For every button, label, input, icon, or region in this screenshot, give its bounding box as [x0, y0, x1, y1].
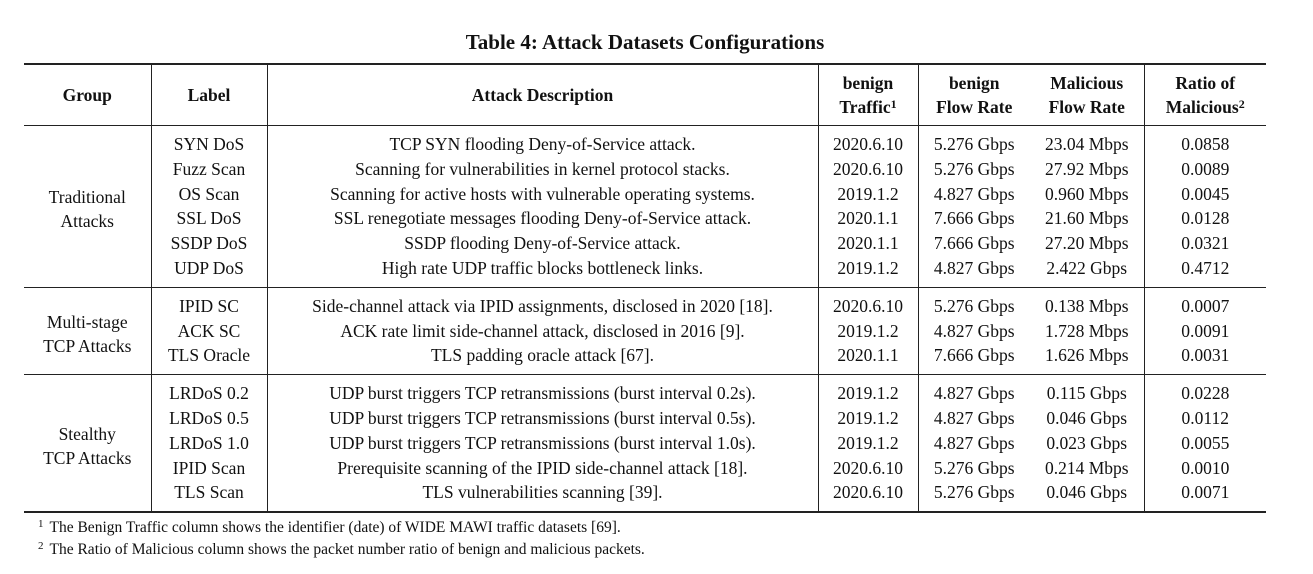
cell-ratio: 0.0858	[1181, 134, 1230, 154]
cell-ratio: 0.0071	[1144, 480, 1266, 512]
table-caption: Table 4: Attack Datasets Configurations	[465, 30, 825, 54]
cell-benign-traffic: 2020.6.10	[818, 456, 918, 481]
header-malicious-flow-rate: Malicious Flow Rate	[1030, 64, 1144, 126]
table-row	[24, 431, 1266, 456]
cell-benign-traffic: 2020.6.10	[818, 287, 918, 318]
cell-benign-flow-rate: 4.827 Gbps	[918, 256, 1030, 287]
cell-benign-flow-rate: 5.276 Gbps	[918, 480, 1030, 512]
header-benign-flow-rate: benign Flow Rate	[918, 64, 1030, 126]
cell-label: SYN DoS	[151, 126, 267, 157]
cell-malicious-flow-rate: 1.728 Mbps	[1030, 319, 1144, 344]
cell-ratio: 0.0321	[1181, 233, 1230, 254]
cell-malicious-flow-rate: 0.046 Gbps	[1030, 406, 1144, 431]
cell-benign-flow-rate: 4.827 Gbps	[933, 183, 1015, 204]
cell-description: TLS padding oracle attack [67].	[267, 343, 818, 374]
header-row	[24, 64, 1266, 126]
cell-description: TCP SYN flooding Deny-of-Service attack.	[267, 126, 818, 157]
cell-label: IPID Scan	[151, 456, 267, 481]
cell-benign-flow-rate: 7.666 Gbps	[918, 343, 1030, 374]
cell-ratio: 0.0031	[1144, 343, 1266, 374]
table-row	[24, 157, 1266, 182]
cell-benign-flow-rate: 5.276 Gbps	[933, 158, 1015, 179]
cell-malicious-flow-rate: 0.046 Gbps	[1030, 480, 1144, 512]
cell-description: UDP burst triggers TCP retransmissions (burst interval 1.0s).	[267, 431, 818, 456]
footnote-2: $^2$ The Ratio of Malicious column shows the packet number ratio of benign and malicious packets.	[38, 540, 645, 558]
cell-malicious-flow-rate: 0.023 Gbps	[1030, 431, 1144, 456]
cell-description: Scanning for active hosts with vulnerable operating systems.	[267, 182, 818, 207]
cell-description: Side-channel attack via IPID assignments, disclosed in 2020 [18].	[267, 287, 818, 318]
cell-label: LRDoS 0.2	[151, 375, 267, 406]
cell-benign-flow-rate: 4.827 Gbps	[933, 320, 1015, 341]
cell-ratio: 0.4712	[1144, 256, 1266, 287]
table-row	[24, 375, 1266, 406]
cell-malicious-flow-rate: 21.60 Mbps	[1030, 206, 1144, 231]
table-row	[24, 126, 1266, 157]
cell-label: LRDoS 1.0	[151, 431, 267, 456]
cell-ratio: 0.0091	[1181, 320, 1230, 341]
cell-ratio: 0.0228	[1181, 383, 1230, 404]
table-row	[24, 206, 1266, 231]
table-row	[24, 231, 1266, 256]
cell-benign-flow-rate: 4.827 Gbps	[933, 383, 1015, 404]
cell-malicious-flow-rate: 0.960 Mbps	[1030, 182, 1144, 207]
cell-malicious-flow-rate: 27.92 Mbps	[1030, 157, 1144, 182]
cell-benign-flow-rate: 4.827 Gbps	[933, 407, 1015, 428]
cell-benign-traffic: 2020.6.10	[818, 126, 918, 157]
cell-benign-flow-rate: 4.827 Gbps	[933, 432, 1015, 453]
cell-label: SSL DoS	[151, 206, 267, 231]
cell-description: Prerequisite scanning of the IPID side-channel attack [18].	[267, 456, 818, 481]
cell-benign-traffic: 2020.1.1	[818, 206, 918, 231]
cell-ratio: 0.0007	[1181, 295, 1230, 316]
header-ratio-of-malicious: Ratio of Malicious$^2$	[1144, 64, 1266, 126]
cell-label: IPID SC	[151, 287, 267, 318]
cell-label: TLS Oracle	[151, 343, 267, 374]
cell-description: TLS vulnerabilities scanning [39].	[267, 480, 818, 512]
cell-label: UDP DoS	[151, 256, 267, 287]
group-name-cell: Multi-stage TCP Attacks	[24, 287, 151, 374]
group-name-cell: Traditional Attacks	[24, 126, 151, 288]
cell-label: SSDP DoS	[151, 231, 267, 256]
cell-benign-traffic: 2019.1.2	[818, 375, 918, 406]
cell-description: ACK rate limit side-channel attack, disclosed in 2016 [9].	[267, 319, 818, 344]
attack-datasets-table	[24, 63, 1266, 513]
table-row	[24, 256, 1266, 287]
cell-benign-traffic: 2020.6.10	[818, 157, 918, 182]
cell-benign-traffic: 2019.1.2	[818, 406, 918, 431]
header-group: Group	[24, 64, 151, 126]
cell-label: LRDoS 0.5	[151, 406, 267, 431]
cell-description: High rate UDP traffic blocks bottleneck links.	[267, 256, 818, 287]
table-row	[24, 480, 1266, 512]
table-row	[24, 319, 1266, 344]
cell-label: ACK SC	[151, 319, 267, 344]
header-benign-traffic: benign Traffic$^1$	[818, 64, 918, 126]
cell-ratio: 0.0112	[1181, 407, 1229, 428]
cell-benign-traffic: 2020.6.10	[818, 480, 918, 512]
cell-benign-traffic: 2019.1.2	[818, 256, 918, 287]
cell-description: SSDP flooding Deny-of-Service attack.	[267, 231, 818, 256]
footnote-1: $^1$ The Benign Traffic column shows the identifier (date) of WIDE MAWI traffic datasets [69].	[38, 518, 621, 536]
cell-malicious-flow-rate: 0.214 Mbps	[1030, 456, 1144, 481]
cell-label: Fuzz Scan	[151, 157, 267, 182]
group-name-cell: Stealthy TCP Attacks	[24, 375, 151, 512]
table-row	[24, 287, 1266, 318]
cell-malicious-flow-rate: 2.422 Gbps	[1030, 256, 1144, 287]
cell-ratio: 0.0055	[1181, 432, 1230, 453]
cell-malicious-flow-rate: 0.115 Gbps	[1030, 375, 1144, 406]
table-row	[24, 406, 1266, 431]
cell-ratio: 0.0128	[1181, 208, 1230, 229]
footnotes	[38, 517, 645, 561]
cell-benign-flow-rate: 5.276 Gbps	[933, 457, 1015, 478]
cell-benign-traffic: 2020.1.1	[818, 231, 918, 256]
table-row	[24, 343, 1266, 374]
cell-malicious-flow-rate: 23.04 Mbps	[1030, 126, 1144, 157]
cell-benign-flow-rate: 5.276 Gbps	[933, 295, 1015, 316]
header-description: Attack Description	[267, 64, 818, 126]
cell-malicious-flow-rate: 1.626 Mbps	[1030, 343, 1144, 374]
table-body	[24, 126, 1266, 513]
cell-benign-traffic: 2020.1.1	[818, 343, 918, 374]
cell-benign-flow-rate: 7.666 Gbps	[933, 233, 1015, 254]
cell-description: SSL renegotiate messages flooding Deny-of-Service attack.	[267, 206, 818, 231]
cell-benign-traffic: 2019.1.2	[818, 431, 918, 456]
cell-ratio: 0.0089	[1181, 158, 1230, 179]
header-label: Label	[151, 64, 267, 126]
cell-description: Scanning for vulnerabilities in kernel protocol stacks.	[267, 157, 818, 182]
cell-malicious-flow-rate: 0.138 Mbps	[1030, 287, 1144, 318]
cell-ratio: 0.0010	[1181, 457, 1230, 478]
table-row	[24, 456, 1266, 481]
cell-ratio: 0.0045	[1181, 183, 1230, 204]
table-row	[24, 182, 1266, 207]
cell-description: UDP burst triggers TCP retransmissions (burst interval 0.2s).	[267, 375, 818, 406]
cell-benign-flow-rate: 7.666 Gbps	[933, 208, 1015, 229]
cell-benign-traffic: 2019.1.2	[818, 182, 918, 207]
cell-label: OS Scan	[151, 182, 267, 207]
cell-label: TLS Scan	[151, 480, 267, 512]
cell-description: UDP burst triggers TCP retransmissions (burst interval 0.5s).	[267, 406, 818, 431]
cell-benign-traffic: 2019.1.2	[818, 319, 918, 344]
cell-benign-flow-rate: 5.276 Gbps	[933, 134, 1015, 154]
cell-malicious-flow-rate: 27.20 Mbps	[1030, 231, 1144, 256]
